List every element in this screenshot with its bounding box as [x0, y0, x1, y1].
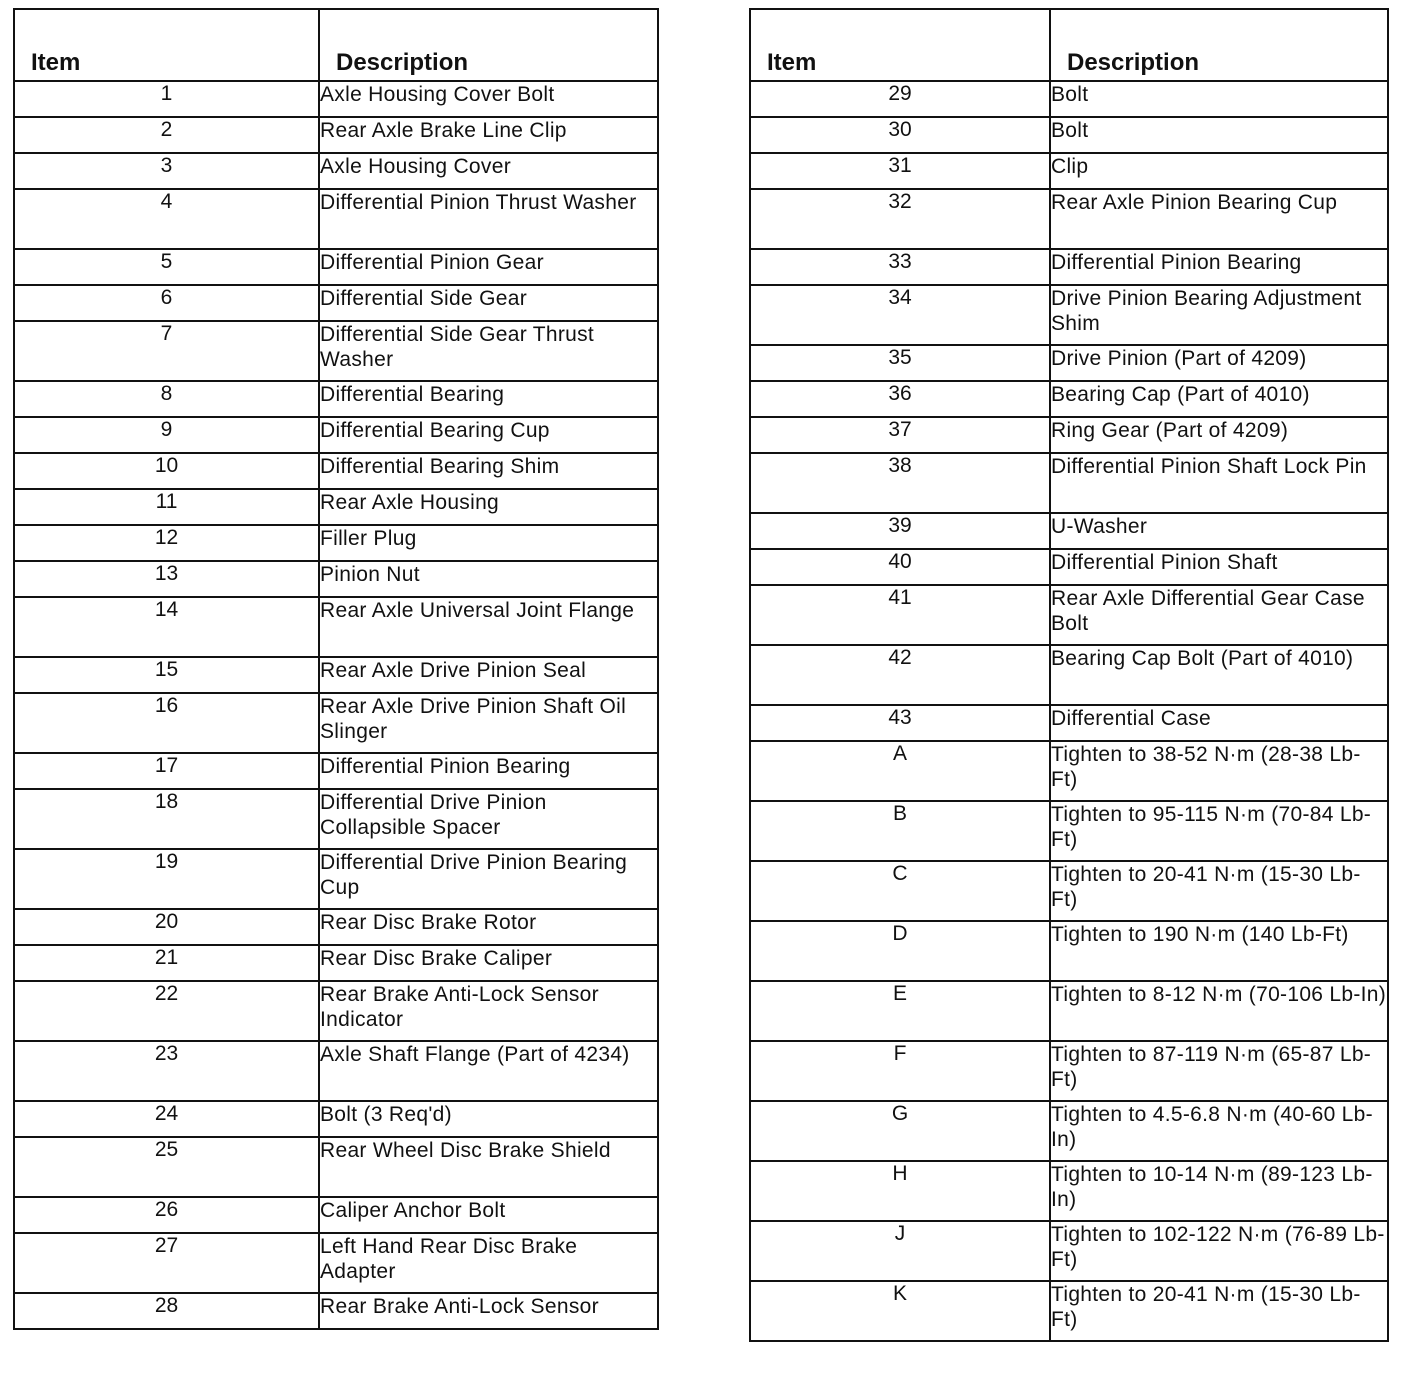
table-row — [14, 249, 658, 285]
item-description-cell: Bolt — [1050, 117, 1388, 153]
table-row — [750, 1041, 1388, 1101]
item-description-cell: Differential Bearing Shim — [319, 453, 658, 489]
item-number-cell: 8 — [14, 381, 319, 417]
item-description-cell: Bearing Cap Bolt (Part of 4010) — [1050, 645, 1388, 705]
item-description-cell: Drive Pinion Bearing Adjustment Shim — [1050, 285, 1388, 345]
item-number-cell: 20 — [14, 909, 319, 945]
item-description-cell: Rear Axle Drive Pinion Shaft Oil Slinger — [319, 693, 658, 753]
table-row — [750, 249, 1388, 285]
item-number-cell: H — [750, 1161, 1050, 1221]
table-row — [750, 645, 1388, 705]
item-description-cell: Differential Drive Pinion Bearing Cup — [319, 849, 658, 909]
table-row — [750, 585, 1388, 645]
item-description-cell: Differential Pinion Shaft — [1050, 549, 1388, 585]
item-description-cell: Tighten to 190 N·m (140 Lb-Ft) — [1050, 921, 1388, 981]
item-description-cell: Left Hand Rear Disc Brake Adapter — [319, 1233, 658, 1293]
table-row — [14, 981, 658, 1041]
item-description-cell: Rear Axle Universal Joint Flange — [319, 597, 658, 657]
table-row — [14, 1233, 658, 1293]
item-number-cell: 43 — [750, 705, 1050, 741]
item-number-cell: 26 — [14, 1197, 319, 1233]
item-number-cell: 31 — [750, 153, 1050, 189]
table-row — [14, 789, 658, 849]
item-description-cell: Bearing Cap (Part of 4010) — [1050, 381, 1388, 417]
item-number-cell: E — [750, 981, 1050, 1041]
table-row — [750, 705, 1388, 741]
item-description-cell: Axle Shaft Flange (Part of 4234) — [319, 1041, 658, 1101]
item-description-cell: Rear Brake Anti-Lock Sensor Indicator — [319, 981, 658, 1041]
item-number-cell: C — [750, 861, 1050, 921]
item-number-cell: 16 — [14, 693, 319, 753]
table-row — [750, 1161, 1388, 1221]
item-number-cell: 15 — [14, 657, 319, 693]
item-description-cell: U-Washer — [1050, 513, 1388, 549]
table-row — [750, 453, 1388, 513]
item-number-cell: 10 — [14, 453, 319, 489]
table-row — [14, 417, 658, 453]
item-number-cell: K — [750, 1281, 1050, 1341]
item-number-cell: 35 — [750, 345, 1050, 381]
item-number-cell: 13 — [14, 561, 319, 597]
item-description-cell: Tighten to 95-115 N·m (70-84 Lb-Ft) — [1050, 801, 1388, 861]
item-description-cell: Tighten to 20-41 N·m (15-30 Lb-Ft) — [1050, 1281, 1388, 1341]
item-number-cell: J — [750, 1221, 1050, 1281]
item-number-cell: 5 — [14, 249, 319, 285]
item-number-cell: 14 — [14, 597, 319, 657]
item-description-cell: Axle Housing Cover Bolt — [319, 81, 658, 117]
table-row — [14, 909, 658, 945]
item-number-cell: 28 — [14, 1293, 319, 1329]
item-number-cell: A — [750, 741, 1050, 801]
table-row — [14, 117, 658, 153]
table-row — [14, 561, 658, 597]
table-row — [750, 285, 1388, 345]
item-number-cell: F — [750, 1041, 1050, 1101]
table-row — [750, 1221, 1388, 1281]
item-number-cell: 40 — [750, 549, 1050, 585]
table-row — [750, 345, 1388, 381]
item-description-cell: Rear Disc Brake Rotor — [319, 909, 658, 945]
table-row — [750, 1101, 1388, 1161]
parts-table-left — [13, 8, 659, 1330]
table-row — [14, 753, 658, 789]
item-description-cell: Differential Bearing Cup — [319, 417, 658, 453]
item-description-cell: Tighten to 102-122 N·m (76-89 Lb-Ft) — [1050, 1221, 1388, 1281]
item-number-cell: 2 — [14, 117, 319, 153]
item-description-cell: Tighten to 10-14 N·m (89-123 Lb-In) — [1050, 1161, 1388, 1221]
table-row — [14, 945, 658, 981]
table-row — [750, 189, 1388, 249]
item-number-cell: 11 — [14, 489, 319, 525]
item-number-cell: 41 — [750, 585, 1050, 645]
item-description-cell: Differential Pinion Shaft Lock Pin — [1050, 453, 1388, 513]
item-number-cell: D — [750, 921, 1050, 981]
item-description-cell: Rear Axle Drive Pinion Seal — [319, 657, 658, 693]
table-row — [750, 981, 1388, 1041]
item-description-cell: Ring Gear (Part of 4209) — [1050, 417, 1388, 453]
item-number-cell: 36 — [750, 381, 1050, 417]
table-row — [14, 1293, 658, 1329]
table-row — [14, 657, 658, 693]
item-number-cell: 3 — [14, 153, 319, 189]
table-row — [750, 741, 1388, 801]
table-row — [750, 381, 1388, 417]
item-number-cell: 18 — [14, 789, 319, 849]
item-description-cell: Differential Pinion Thrust Washer — [319, 189, 658, 249]
table-row — [14, 1137, 658, 1197]
item-column-header: Item — [750, 9, 1050, 81]
item-description-cell: Pinion Nut — [319, 561, 658, 597]
table-row — [750, 513, 1388, 549]
item-number-cell: 37 — [750, 417, 1050, 453]
item-description-cell: Tighten to 87-119 N·m (65-87 Lb-Ft) — [1050, 1041, 1388, 1101]
table-row — [14, 453, 658, 489]
description-column-header: Description — [1050, 9, 1388, 81]
table-row — [750, 549, 1388, 585]
item-number-cell: G — [750, 1101, 1050, 1161]
item-number-cell: 4 — [14, 189, 319, 249]
item-description-cell: Clip — [1050, 153, 1388, 189]
item-number-cell: 19 — [14, 849, 319, 909]
description-column-header: Description — [319, 9, 658, 81]
item-description-cell: Differential Side Gear Thrust Washer — [319, 321, 658, 381]
table-header-row — [750, 9, 1388, 81]
item-description-cell: Rear Axle Brake Line Clip — [319, 117, 658, 153]
item-description-cell: Rear Brake Anti-Lock Sensor — [319, 1293, 658, 1329]
item-number-cell: 22 — [14, 981, 319, 1041]
table-row — [750, 1281, 1388, 1341]
table-row — [14, 189, 658, 249]
item-number-cell: B — [750, 801, 1050, 861]
table-row — [750, 801, 1388, 861]
item-description-cell: Tighten to 20-41 N·m (15-30 Lb-Ft) — [1050, 861, 1388, 921]
item-description-cell: Caliper Anchor Bolt — [319, 1197, 658, 1233]
item-description-cell: Drive Pinion (Part of 4209) — [1050, 345, 1388, 381]
item-description-cell: Differential Side Gear — [319, 285, 658, 321]
item-number-cell: 27 — [14, 1233, 319, 1293]
table-row — [14, 1041, 658, 1101]
table-row — [14, 693, 658, 753]
table-row — [14, 81, 658, 117]
table-row — [14, 1101, 658, 1137]
item-number-cell: 30 — [750, 117, 1050, 153]
item-number-cell: 29 — [750, 81, 1050, 117]
table-row — [14, 285, 658, 321]
item-number-cell: 23 — [14, 1041, 319, 1101]
table-row — [14, 849, 658, 909]
item-description-cell: Rear Wheel Disc Brake Shield — [319, 1137, 658, 1197]
table-row — [14, 1197, 658, 1233]
item-number-cell: 1 — [14, 81, 319, 117]
table-row — [750, 117, 1388, 153]
item-number-cell: 38 — [750, 453, 1050, 513]
item-description-cell: Differential Pinion Bearing — [319, 753, 658, 789]
item-number-cell: 9 — [14, 417, 319, 453]
table-row — [14, 381, 658, 417]
item-description-cell: Rear Axle Differential Gear Case Bolt — [1050, 585, 1388, 645]
item-number-cell: 25 — [14, 1137, 319, 1197]
item-description-cell: Tighten to 4.5-6.8 N·m (40-60 Lb-In) — [1050, 1101, 1388, 1161]
table-header-row — [14, 9, 658, 81]
table-row — [14, 489, 658, 525]
item-description-cell: Differential Pinion Gear — [319, 249, 658, 285]
table-row — [750, 921, 1388, 981]
table-row — [750, 81, 1388, 117]
item-description-cell: Rear Axle Housing — [319, 489, 658, 525]
item-description-cell: Bolt — [1050, 81, 1388, 117]
item-description-cell: Tighten to 8-12 N·m (70-106 Lb-In) — [1050, 981, 1388, 1041]
item-number-cell: 34 — [750, 285, 1050, 345]
table-row — [14, 525, 658, 561]
item-number-cell: 32 — [750, 189, 1050, 249]
parts-table-right — [749, 8, 1389, 1342]
table-row — [14, 321, 658, 381]
item-number-cell: 6 — [14, 285, 319, 321]
table-row — [750, 861, 1388, 921]
item-description-cell: Axle Housing Cover — [319, 153, 658, 189]
item-number-cell: 42 — [750, 645, 1050, 705]
table-row — [14, 153, 658, 189]
item-description-cell: Rear Disc Brake Caliper — [319, 945, 658, 981]
item-description-cell: Differential Pinion Bearing — [1050, 249, 1388, 285]
item-column-header: Item — [14, 9, 319, 81]
table-row — [750, 153, 1388, 189]
item-number-cell: 24 — [14, 1101, 319, 1137]
item-description-cell: Bolt (3 Req'd) — [319, 1101, 658, 1137]
item-description-cell: Filler Plug — [319, 525, 658, 561]
table-row — [750, 417, 1388, 453]
item-number-cell: 17 — [14, 753, 319, 789]
item-description-cell: Differential Drive Pinion Collapsible Spacer — [319, 789, 658, 849]
item-description-cell: Differential Bearing — [319, 381, 658, 417]
item-description-cell: Differential Case — [1050, 705, 1388, 741]
table-row — [14, 597, 658, 657]
item-number-cell: 21 — [14, 945, 319, 981]
item-description-cell: Tighten to 38-52 N·m (28-38 Lb-Ft) — [1050, 741, 1388, 801]
item-description-cell: Rear Axle Pinion Bearing Cup — [1050, 189, 1388, 249]
item-number-cell: 33 — [750, 249, 1050, 285]
item-number-cell: 12 — [14, 525, 319, 561]
item-number-cell: 39 — [750, 513, 1050, 549]
item-number-cell: 7 — [14, 321, 319, 381]
